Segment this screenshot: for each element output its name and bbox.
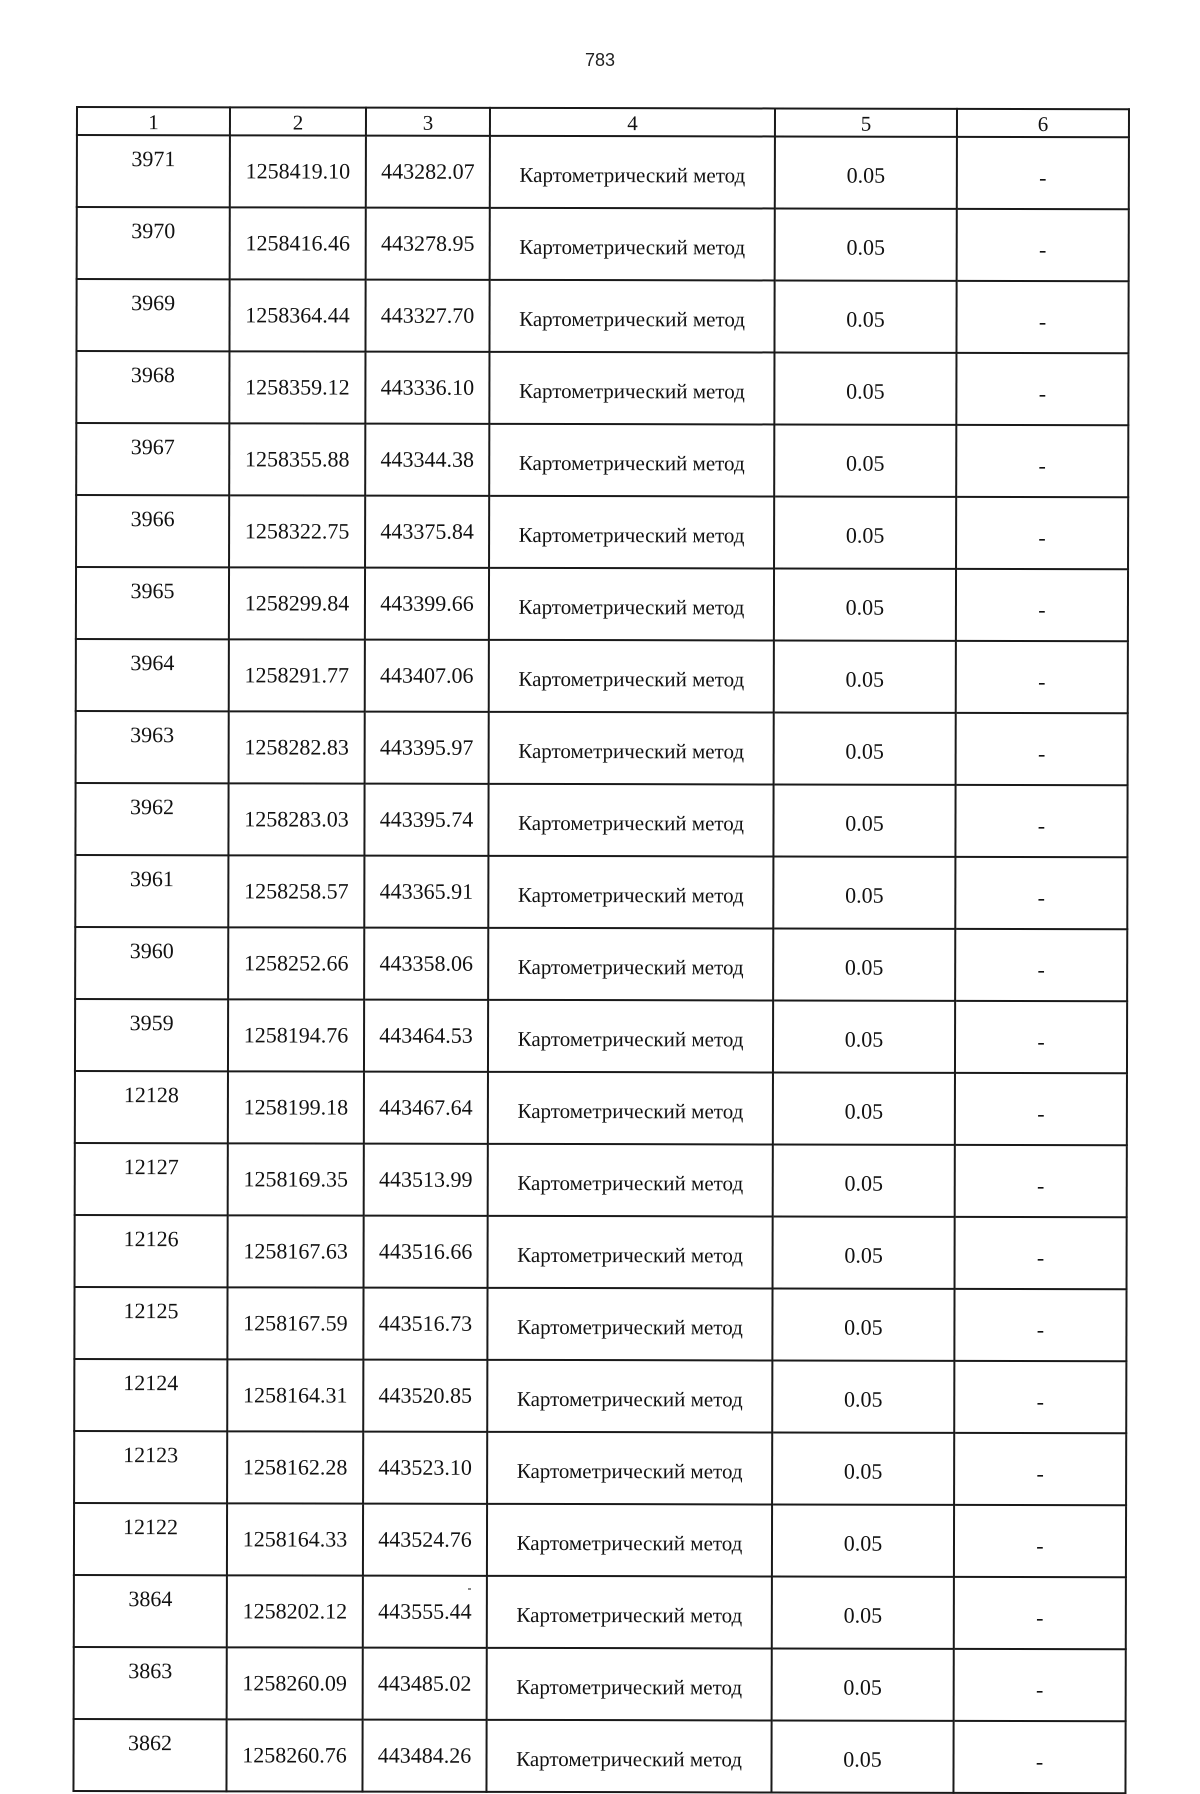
extra-cell: - (954, 1289, 1126, 1361)
x-coordinate-cell: 1258169.35 (228, 1143, 364, 1215)
x-coordinate-cell: 1258164.33 (227, 1503, 363, 1575)
extra-cell: - (954, 1361, 1126, 1433)
column-header: 5 (775, 108, 957, 136)
point-number-cell: 3969 (76, 279, 229, 351)
point-number-cell: 3961 (75, 855, 228, 927)
extra-cell: - (956, 641, 1128, 713)
y-coordinate-cell: 443375.84 (365, 496, 489, 568)
point-number-cell: 3967 (76, 423, 229, 495)
extra-cell: - (956, 353, 1128, 425)
point-number-cell: 12127 (75, 1143, 228, 1215)
y-coordinate-cell: 443327.70 (365, 280, 489, 352)
x-coordinate-cell: 1258260.76 (226, 1719, 362, 1791)
extra-cell: - (956, 425, 1128, 497)
method-cell: Картометрический метод (489, 712, 774, 785)
extra-cell: - (954, 1433, 1126, 1505)
accuracy-cell: 0.05 (775, 136, 957, 208)
table-header-row (77, 107, 1129, 137)
accuracy-cell: 0.05 (773, 856, 955, 928)
extra-cell: - (957, 209, 1129, 281)
method-cell: Картометрический метод (489, 496, 774, 569)
method-cell: Картометрический метод (488, 1072, 773, 1145)
accuracy-cell: 0.05 (773, 1000, 955, 1072)
x-coordinate-cell: 1258202.12 (227, 1575, 363, 1647)
accuracy-cell: 0.05 (774, 568, 956, 640)
y-coordinate-cell: 443395.97 (365, 712, 489, 784)
table-row (76, 567, 1128, 641)
table-row (74, 1359, 1126, 1433)
table-row (74, 1575, 1126, 1649)
extra-cell: - (956, 569, 1128, 641)
point-number-cell: 3862 (73, 1719, 226, 1791)
extra-cell: - (954, 1577, 1126, 1649)
method-cell: Картометрический метод (488, 856, 773, 929)
table-row (74, 1287, 1126, 1361)
method-cell: Картометрический метод (488, 928, 773, 1001)
point-number-cell: 12126 (75, 1215, 228, 1287)
extra-cell: - (955, 1073, 1127, 1145)
x-coordinate-cell: 1258364.44 (229, 279, 365, 351)
x-coordinate-cell: 1258258.57 (228, 855, 364, 927)
table-row (76, 711, 1128, 785)
x-coordinate-cell: 1258199.18 (228, 1071, 364, 1143)
table-row (76, 639, 1128, 713)
method-cell: Картометрический метод (487, 1360, 772, 1433)
accuracy-cell: 0.05 (774, 280, 956, 352)
extra-cell: - (955, 1001, 1127, 1073)
x-coordinate-cell: 1258167.63 (228, 1215, 364, 1287)
accuracy-cell: 0.05 (774, 352, 956, 424)
y-coordinate-cell: 443516.73 (363, 1288, 487, 1360)
column-header: 6 (957, 109, 1129, 137)
accuracy-cell: 0.05 (771, 1720, 953, 1792)
table-row (77, 135, 1129, 209)
x-coordinate-cell: 1258283.03 (228, 783, 364, 855)
table-row (75, 1143, 1127, 1217)
column-header: 1 (77, 107, 230, 135)
y-coordinate-cell: 443282.07 (366, 136, 490, 208)
x-coordinate-cell: 1258416.46 (230, 207, 366, 279)
column-header: 2 (230, 107, 366, 135)
method-cell: Картометрический метод (487, 1432, 772, 1505)
point-number-cell: 12124 (74, 1359, 227, 1431)
table-row (76, 495, 1128, 569)
accuracy-cell: 0.05 (773, 1144, 955, 1216)
extra-cell: - (955, 1217, 1127, 1289)
method-cell: Картометрический метод (488, 1216, 773, 1289)
point-number-cell: 3962 (75, 783, 228, 855)
y-coordinate-cell: 443555.44 (363, 1576, 487, 1648)
x-coordinate-cell: 1258355.88 (229, 423, 365, 495)
table-row (75, 1071, 1127, 1145)
x-coordinate-cell: 1258252.66 (228, 927, 364, 999)
table-row (75, 999, 1127, 1073)
accuracy-cell: 0.05 (772, 1288, 954, 1360)
point-number-cell: 3965 (76, 567, 229, 639)
method-cell: Картометрический метод (489, 568, 774, 641)
table-row (76, 351, 1128, 425)
x-coordinate-cell: 1258260.09 (227, 1647, 363, 1719)
extra-cell: - (954, 1505, 1126, 1577)
accuracy-cell: 0.05 (773, 928, 955, 1000)
point-number-cell: 3970 (77, 207, 230, 279)
accuracy-cell: 0.05 (774, 640, 956, 712)
point-number-cell: 3966 (76, 495, 229, 567)
accuracy-cell: 0.05 (774, 496, 956, 568)
y-coordinate-cell: 443395.74 (364, 784, 488, 856)
table-row (73, 1719, 1125, 1793)
accuracy-cell: 0.05 (775, 208, 957, 280)
table-body (73, 135, 1128, 1793)
point-number-cell: 3968 (76, 351, 229, 423)
extra-cell: - (957, 137, 1129, 209)
y-coordinate-cell: 443467.64 (364, 1072, 488, 1144)
y-coordinate-cell: 443407.06 (365, 640, 489, 712)
y-coordinate-cell: 443520.85 (363, 1360, 487, 1432)
y-coordinate-cell: 443278.95 (366, 208, 490, 280)
point-number-cell: 12122 (74, 1503, 227, 1575)
y-coordinate-cell: 443485.02 (363, 1648, 487, 1720)
y-coordinate-cell: 443524.76 (363, 1504, 487, 1576)
x-coordinate-cell: 1258162.28 (227, 1431, 363, 1503)
scan-speck (468, 1588, 471, 1590)
extra-cell: - (956, 713, 1128, 785)
extra-cell: - (954, 1649, 1126, 1721)
accuracy-cell: 0.05 (772, 1432, 954, 1504)
table-row (75, 783, 1127, 857)
y-coordinate-cell: 443344.38 (365, 424, 489, 496)
point-number-cell: 12123 (74, 1431, 227, 1503)
page-number: 783 (584, 50, 616, 70)
extra-cell: - (955, 929, 1127, 1001)
accuracy-cell: 0.05 (773, 784, 955, 856)
table-row (75, 1215, 1127, 1289)
method-cell: Картометрический метод (487, 1288, 772, 1361)
extra-cell: - (955, 857, 1127, 929)
point-number-cell: 3959 (75, 999, 228, 1071)
table-row (75, 855, 1127, 929)
y-coordinate-cell: 443336.10 (365, 352, 489, 424)
y-coordinate-cell: 443399.66 (365, 568, 489, 640)
coordinates-table (72, 106, 1130, 1794)
extra-cell: - (955, 1145, 1127, 1217)
point-number-cell: 3963 (76, 711, 229, 783)
method-cell: Картометрический метод (489, 280, 774, 353)
table-row (74, 1647, 1126, 1721)
point-number-cell: 12128 (75, 1071, 228, 1143)
accuracy-cell: 0.05 (773, 1072, 955, 1144)
x-coordinate-cell: 1258322.75 (229, 495, 365, 567)
y-coordinate-cell: 443484.26 (362, 1720, 486, 1792)
y-coordinate-cell: 443464.53 (364, 1000, 488, 1072)
y-coordinate-cell: 443365.91 (364, 856, 488, 928)
table-row (76, 423, 1128, 497)
method-cell: Картометрический метод (488, 784, 773, 857)
x-coordinate-cell: 1258282.83 (229, 711, 365, 783)
point-number-cell: 12125 (74, 1287, 227, 1359)
table-row (76, 279, 1128, 353)
method-cell: Картометрический метод (490, 208, 775, 281)
table-row (74, 1503, 1126, 1577)
method-cell: Картометрический метод (489, 424, 774, 497)
method-cell: Картометрический метод (490, 136, 775, 209)
extra-cell: - (956, 497, 1128, 569)
point-number-cell: 3964 (76, 639, 229, 711)
table-row (75, 927, 1127, 1001)
accuracy-cell: 0.05 (772, 1504, 954, 1576)
accuracy-cell: 0.05 (774, 712, 956, 784)
method-cell: Картометрический метод (486, 1720, 771, 1793)
column-header: 3 (366, 108, 490, 136)
method-cell: Картометрический метод (488, 1000, 773, 1073)
point-number-cell: 3960 (75, 927, 228, 999)
point-number-cell: 3971 (77, 135, 230, 207)
x-coordinate-cell: 1258299.84 (229, 567, 365, 639)
x-coordinate-cell: 1258194.76 (228, 999, 364, 1071)
accuracy-cell: 0.05 (772, 1360, 954, 1432)
point-number-cell: 3864 (74, 1575, 227, 1647)
accuracy-cell: 0.05 (772, 1648, 954, 1720)
method-cell: Картометрический метод (487, 1648, 772, 1721)
x-coordinate-cell: 1258291.77 (229, 639, 365, 711)
extra-cell: - (953, 1721, 1125, 1793)
x-coordinate-cell: 1258359.12 (229, 351, 365, 423)
accuracy-cell: 0.05 (772, 1576, 954, 1648)
y-coordinate-cell: 443513.99 (364, 1144, 488, 1216)
y-coordinate-cell: 443516.66 (364, 1216, 488, 1288)
y-coordinate-cell: 443523.10 (363, 1432, 487, 1504)
method-cell: Картометрический метод (489, 352, 774, 425)
extra-cell: - (956, 281, 1128, 353)
column-header: 4 (490, 108, 775, 137)
method-cell: Картометрический метод (487, 1576, 772, 1649)
method-cell: Картометрический метод (488, 1144, 773, 1217)
method-cell: Картометрический метод (487, 1504, 772, 1577)
x-coordinate-cell: 1258164.31 (227, 1359, 363, 1431)
table-row (77, 207, 1129, 281)
point-number-cell: 3863 (74, 1647, 227, 1719)
extra-cell: - (955, 785, 1127, 857)
method-cell: Картометрический метод (489, 640, 774, 713)
table-row (74, 1431, 1126, 1505)
accuracy-cell: 0.05 (774, 424, 956, 496)
x-coordinate-cell: 1258167.59 (227, 1287, 363, 1359)
accuracy-cell: 0.05 (773, 1216, 955, 1288)
x-coordinate-cell: 1258419.10 (230, 135, 366, 207)
y-coordinate-cell: 443358.06 (364, 928, 488, 1000)
